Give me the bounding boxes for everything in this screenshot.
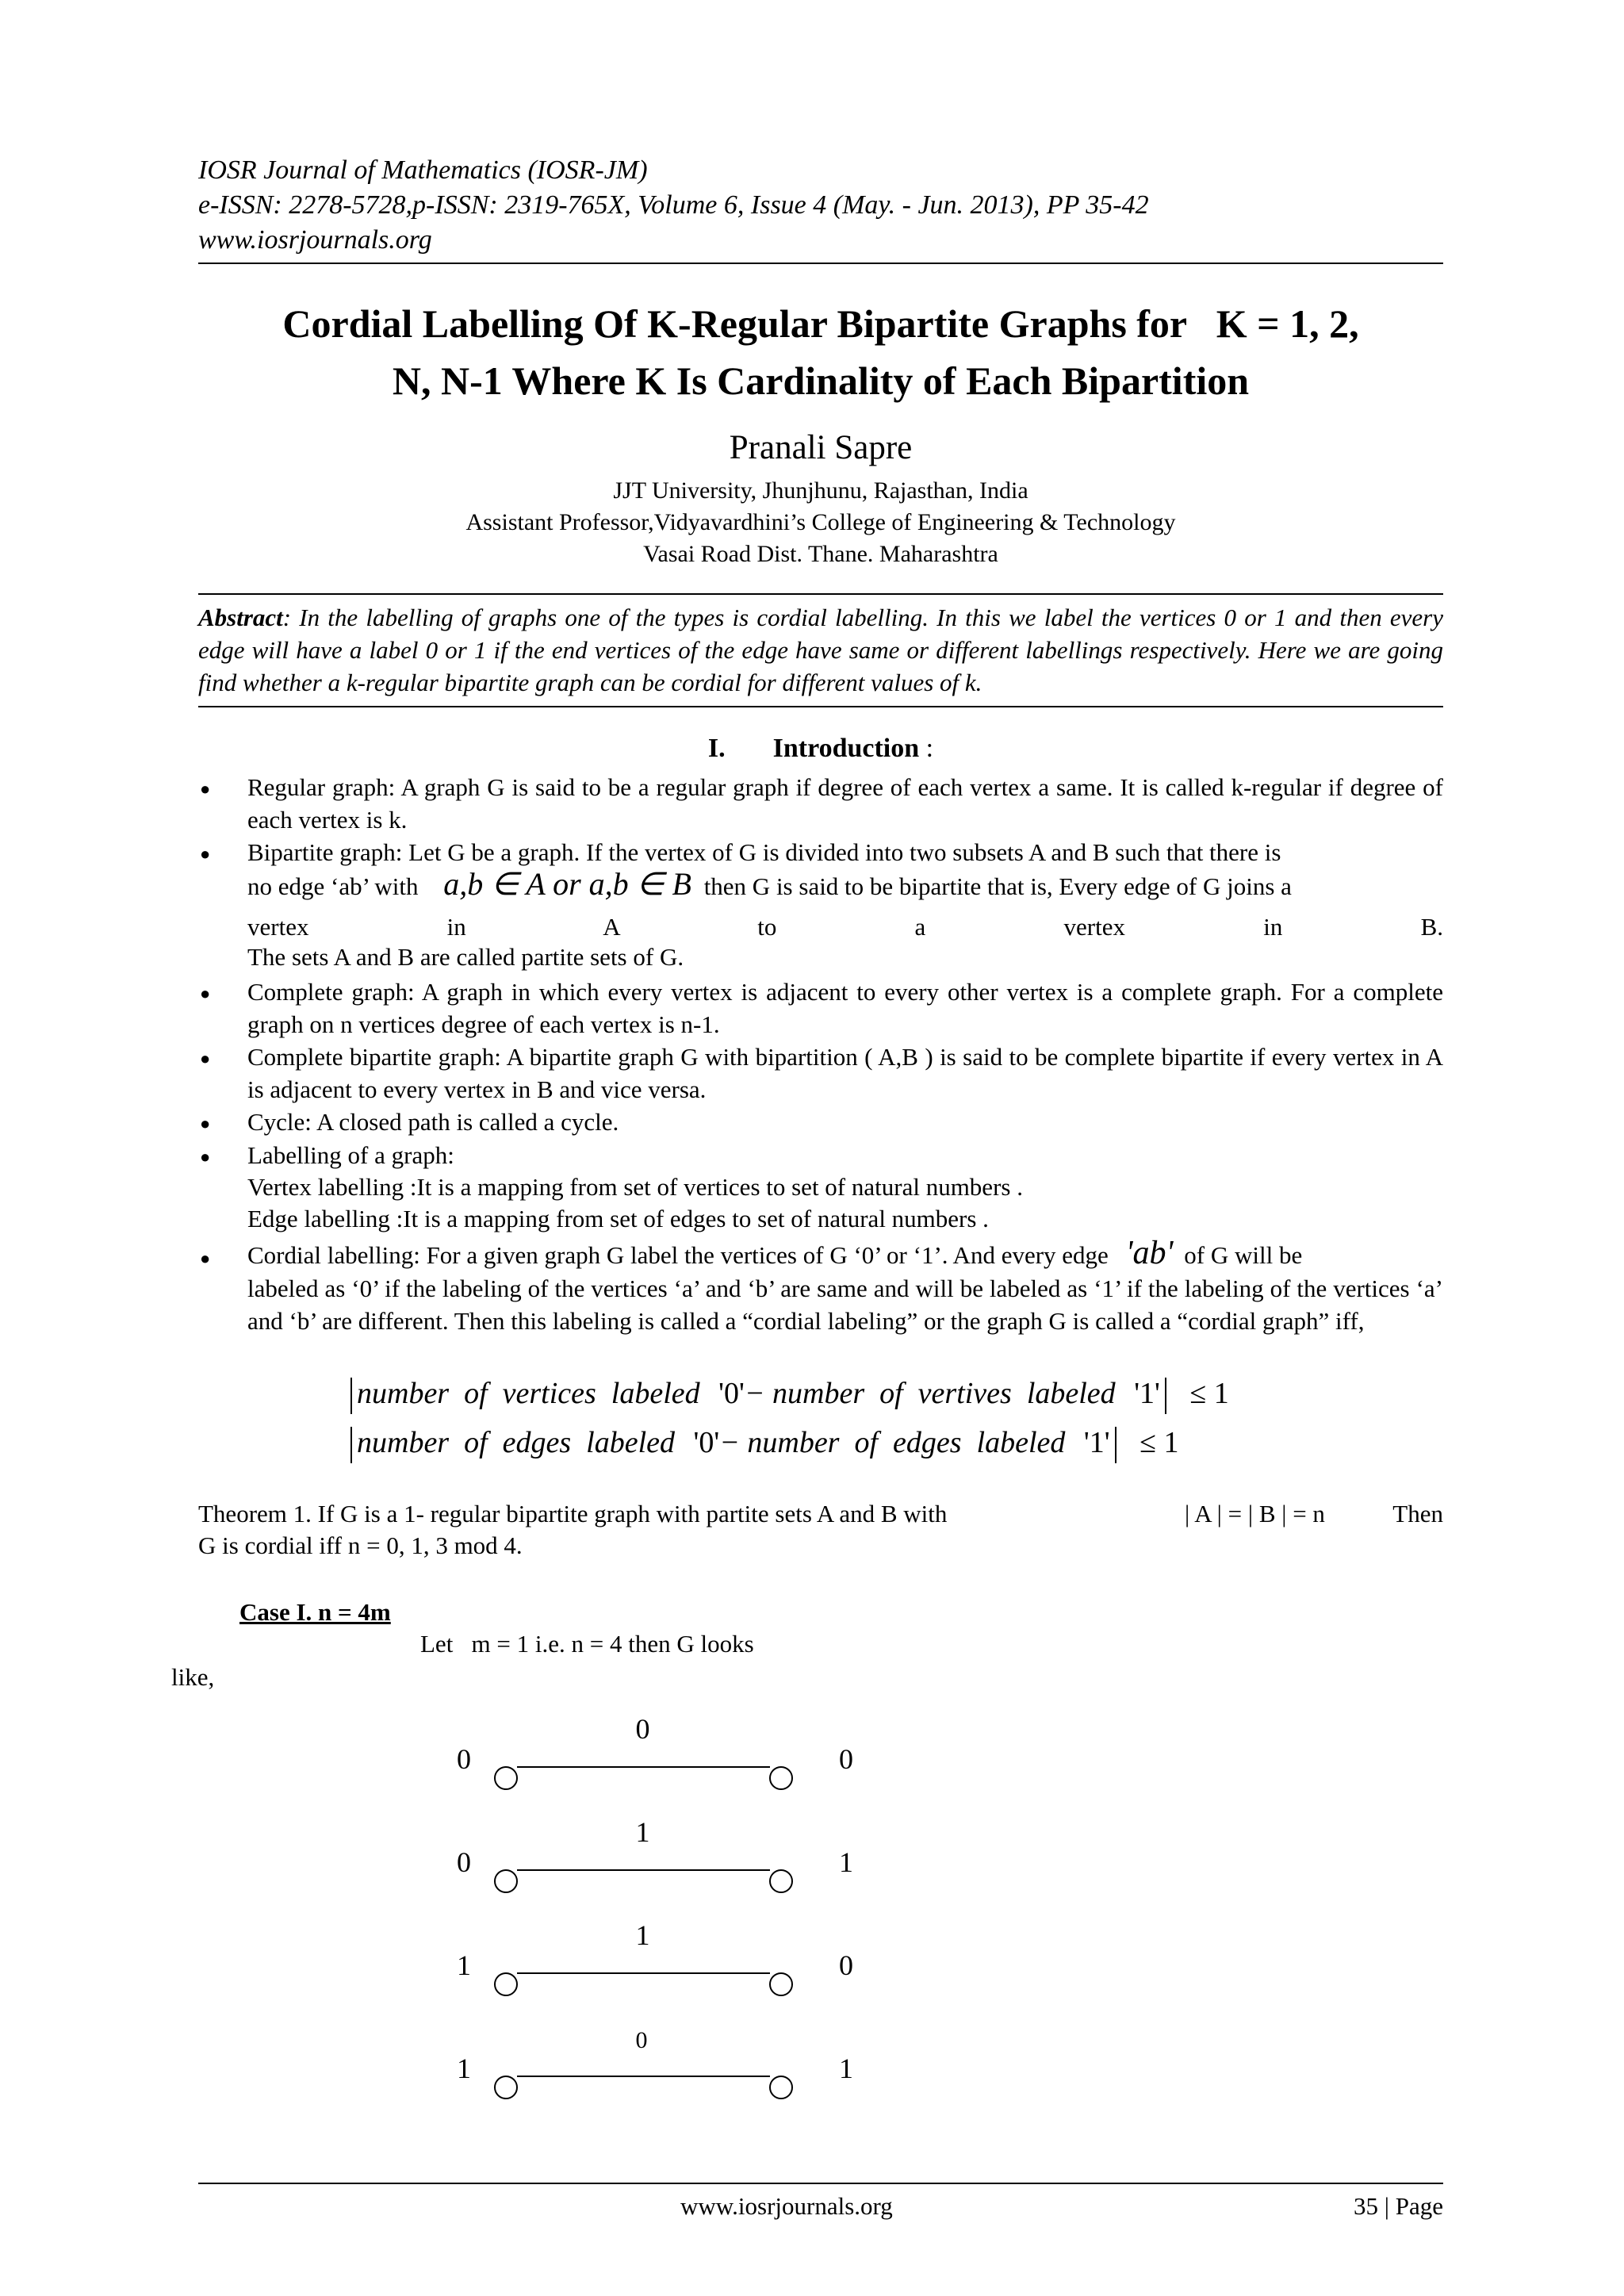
section-suffix: : (919, 734, 934, 763)
f1-q1: '1' (1134, 1377, 1160, 1410)
journal-name: IOSR Journal of Mathematics (IOSR-JM) (198, 155, 648, 185)
f2-q1: '1' (1083, 1426, 1110, 1459)
author-affiliation-1: JJT University, Jhunjhunu, Rajasthan, India (613, 477, 1028, 504)
f1-q0: '0' (718, 1377, 745, 1410)
title-line-2: N, N-1 Where K Is Cardinality of Each Bipartition (392, 358, 1250, 403)
edge-label: 0 (635, 2027, 648, 2053)
bullet-bipartite-line-1: Bipartite graph: Let G be a graph. If the vertex of G is divided into two subsets A and B such that there is (247, 838, 1281, 866)
header-rule (198, 263, 1443, 264)
cordial-text-a: Cordial labelling: For a given graph G label the vertices of G ‘0’ or ‘1’. And every edge (247, 1241, 1109, 1269)
bullet-marker: ● (200, 1248, 211, 1268)
bullet-bipartite-line-3: vertex in A to a vertex in B. (247, 913, 1443, 941)
paper-title (198, 295, 1443, 409)
bullet-regular-graph: Regular graph: A graph G is said to be a regular graph if degree of each vertex a same. It is called k-regular if degree of each vertex is k. (247, 773, 1443, 834)
vertex-labelling: Vertex labelling :It is a mapping from set of vertices to set of natural numbers . (247, 1173, 1023, 1201)
abs-bar (350, 1378, 352, 1414)
abs-bar (350, 1427, 352, 1463)
abstract-top-rule (198, 593, 1443, 595)
bullet-cordial-line-1 (247, 1237, 1443, 1271)
journal-issn: e-ISSN: 2278-5728,p-ISSN: 2319-765X, Volume 6, Issue 4 (May. - Jun. 2013), PP 35-42 (198, 190, 1149, 220)
case-heading: Case I. n = 4m (239, 1598, 391, 1626)
bullet-complete-bipartite: Complete bipartite graph: A bipartite graph G with bipartition ( A,B ) is said to be complete bipartite if every vertex in A is adjacent to every vertex in B and vice versa. (247, 1043, 1443, 1103)
right-vertex (770, 1870, 792, 1892)
abstract-text: : In the labelling of graphs one of the types is cordial labelling. In this we label the vertices 0 or 1 and then every edge will have a label 0 or 1 if the end vertices of the edge have same or different labellings respectively. Here we are going find whether a k-regular bipartite graph can be cordial for different values of k. (198, 604, 1443, 696)
case-let: Let m = 1 i.e. n = 4 then G looks (420, 1630, 754, 1658)
cordial-math-ab: 'ab' (1125, 1235, 1174, 1271)
right-vertex-label: 1 (839, 1846, 853, 1878)
left-vertex (495, 1973, 517, 1995)
section-heading (198, 734, 1443, 764)
f2-rhs: ≤ 1 (1139, 1426, 1179, 1459)
right-vertex-label: 0 (839, 1949, 853, 1981)
abs-bar (1115, 1427, 1116, 1463)
theorem-line-1: Theorem 1. If G is a 1- regular bipartite graph with partite sets A and B with (198, 1500, 948, 1527)
bullet-bipartite-line-4: The sets A and B are called partite sets of G. (247, 943, 684, 971)
f2-mid: − number of edges labeled (719, 1426, 1066, 1459)
left-vertex (495, 1870, 517, 1892)
bipartite-text-b: then G is said to be bipartite that is, Every edge of G joins a (703, 872, 1292, 900)
bullet-marker: ● (200, 1147, 211, 1167)
cordial-text-b: of G will be (1184, 1241, 1303, 1269)
theorem-line-2: G is cordial iff n = 0, 1, 3 mod 4. (198, 1531, 523, 1559)
regular-bipartite-graph-figure (428, 1689, 872, 2133)
theorem-cardinality: | A | = | B | = n (1185, 1500, 1325, 1527)
f2-left: number of edges labeled (357, 1426, 676, 1459)
bullet-marker: ● (200, 1114, 211, 1133)
bullet-cordial-rest: labeled as ‘0’ if the labeling of the vertices ‘a’ and ‘b’ are same and will be labeled as ‘1’ if the labeling of the vertices ‘a’ and ‘b’ are different. Then this labeling is called a “cordial labeling” or the graph G is called a “cordial graph” iff, (247, 1274, 1443, 1335)
abstract-bottom-rule (198, 706, 1443, 707)
formula-vertices (346, 1375, 1229, 1414)
graph-edge-1 (457, 1713, 853, 1789)
bullet-cycle: Cycle: A closed path is called a cycle. (247, 1108, 619, 1136)
edge-labelling: Edge labelling :It is a mapping from set of edges to set of natural numbers . (247, 1205, 989, 1232)
formula-edges (346, 1424, 1178, 1463)
footer-rule (198, 2183, 1443, 2184)
f1-rhs: ≤ 1 (1189, 1377, 1229, 1410)
abstract (198, 601, 1443, 699)
left-vertex (495, 2076, 517, 2099)
graph-edge-4 (457, 2027, 853, 2099)
bullet-marker: ● (200, 1048, 211, 1068)
bullet-bipartite-line-2 (247, 868, 1443, 903)
bullet-complete-graph: Complete graph: A graph in which every vertex is adjacent to every other vertex is a complete graph. For a complete graph on n vertices degree of each vertex is n-1. (247, 978, 1443, 1038)
case-like: like, (171, 1663, 215, 1691)
bullet-marker: ● (200, 779, 211, 799)
title-line-1: Cordial Labelling Of K-Regular Bipartite Graphs for K = 1, 2, (282, 301, 1359, 346)
right-vertex (770, 1973, 792, 1995)
left-vertex (495, 1767, 517, 1789)
author-affiliation-2: Assistant Professor,Vidyavardhini’s College of Engineering & Technology (465, 509, 1176, 535)
edge-label: 1 (635, 1919, 650, 1951)
left-vertex-label: 1 (457, 1949, 471, 1981)
journal-website: www.iosrjournals.org (198, 225, 432, 255)
bipartite-math: a,b ∈ A or a,b ∈ B (443, 866, 691, 902)
left-vertex-label: 1 (457, 2053, 471, 2084)
bullet-labelling: Labelling of a graph: (247, 1141, 454, 1169)
author-affiliation-3: Vasai Road Dist. Thane. Maharashtra (643, 541, 998, 567)
footer-website: www.iosrjournals.org (680, 2192, 893, 2220)
author-name: Pranali Sapre (729, 429, 913, 466)
graph-edge-2 (457, 1816, 853, 1892)
right-vertex (770, 2076, 792, 2099)
right-vertex (770, 1767, 792, 1789)
left-vertex-label: 0 (457, 1846, 471, 1878)
left-vertex-label: 0 (457, 1743, 471, 1775)
right-vertex-label: 1 (839, 2053, 853, 2084)
abs-bar (1165, 1378, 1166, 1414)
graph-edge-3 (457, 1919, 853, 1995)
footer-page-number: 35 | Page (1354, 2192, 1443, 2220)
abstract-label: Abstract (198, 604, 283, 631)
section-number: I. (707, 734, 726, 763)
bullet-marker: ● (200, 983, 211, 1003)
edge-label: 1 (635, 1816, 650, 1848)
edge-label: 0 (635, 1713, 650, 1745)
bullet-marker: ● (200, 844, 211, 864)
f2-q0: '0' (693, 1426, 720, 1459)
f1-mid: − number of vertives labeled (744, 1377, 1116, 1410)
theorem-then: Then (1392, 1500, 1443, 1527)
f1-left: number of vertices labeled (357, 1377, 700, 1410)
right-vertex-label: 0 (839, 1743, 853, 1775)
bipartite-text-a: no edge ‘ab’ with (247, 872, 419, 900)
section-title: Introduction (772, 734, 920, 763)
